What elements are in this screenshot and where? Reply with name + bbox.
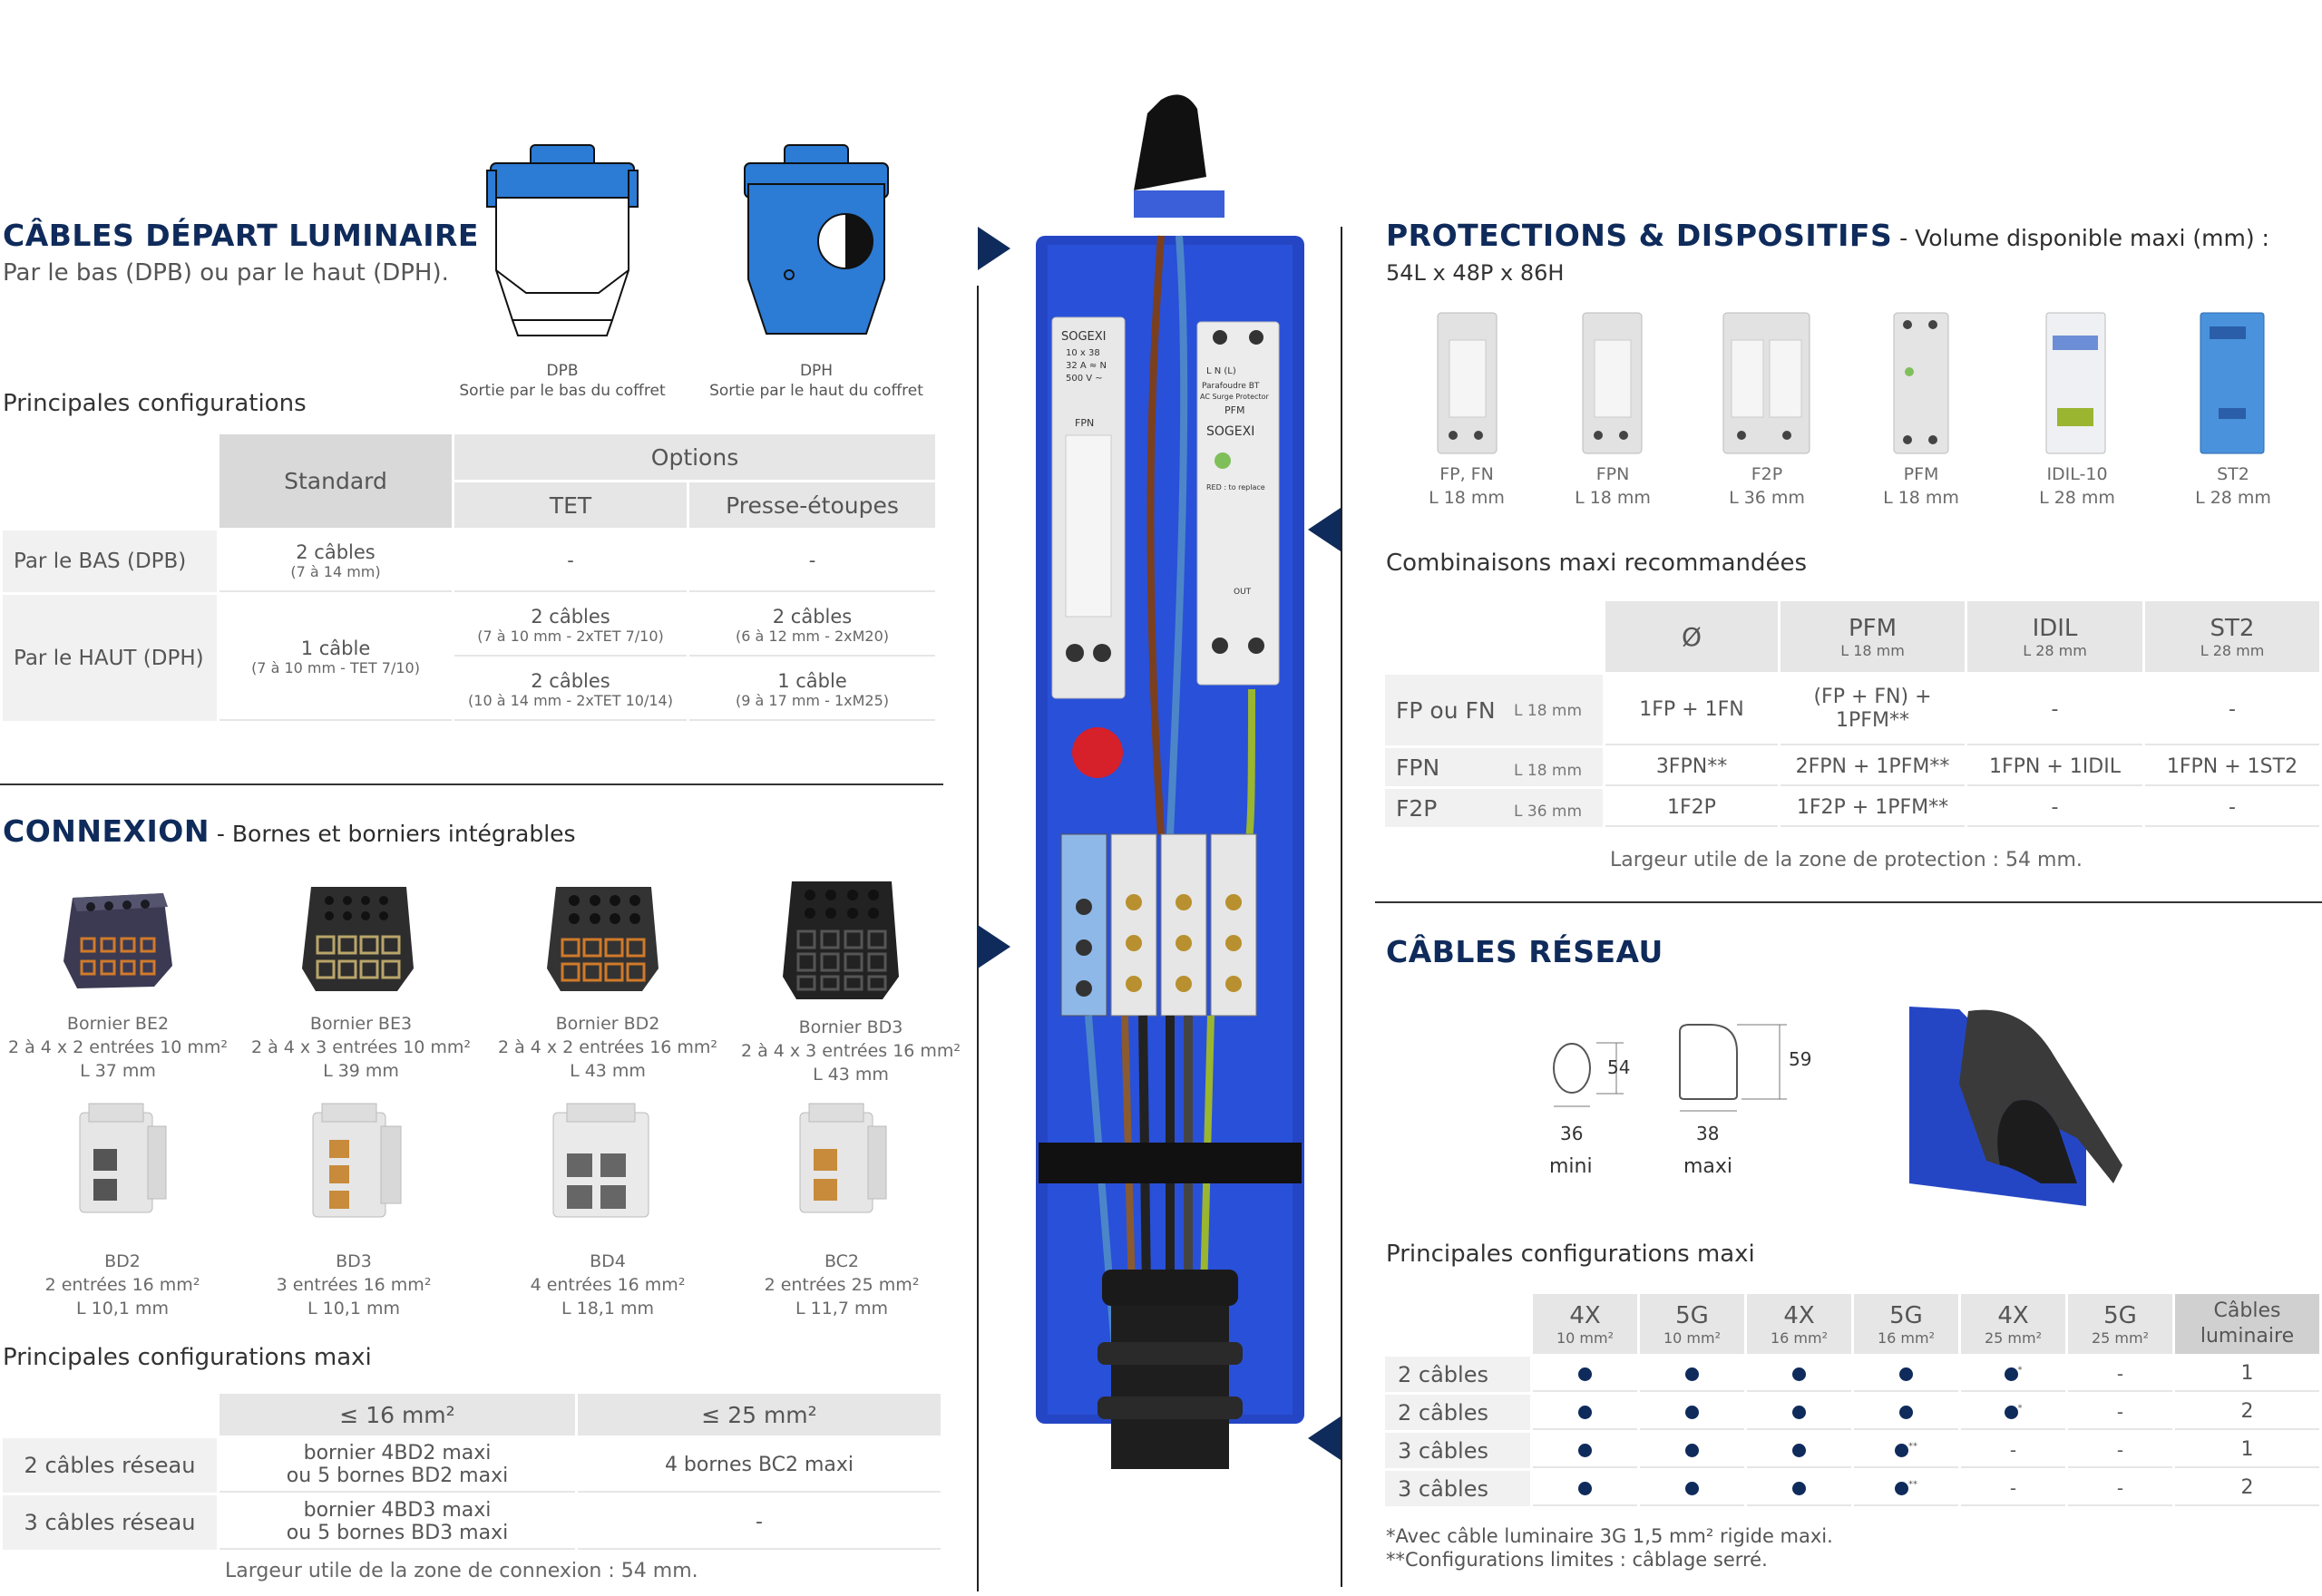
arrow-cables-depart bbox=[978, 227, 1010, 270]
bornier-be2-image bbox=[54, 889, 181, 993]
prot-row-f2p-c2: - bbox=[1967, 789, 2142, 827]
device-st2-image bbox=[2193, 308, 2270, 458]
cables-depart-table bbox=[0, 432, 938, 724]
star-note: ** bbox=[1908, 1441, 1917, 1452]
rt-h5: 5G 25 mm² bbox=[2068, 1294, 2172, 1354]
prot-row-fp-c1: (FP + FN) + 1PFM** bbox=[1781, 675, 1965, 745]
star-note: ** bbox=[1908, 1479, 1917, 1490]
bornier-bd2-caption: Bornier BD2 2 à 4 x 2 entrées 16 mm² L 43 mm bbox=[497, 1014, 718, 1081]
maxi-label: maxi bbox=[1683, 1155, 1733, 1178]
borne-bd2-image bbox=[71, 1099, 171, 1231]
rt-row-1-last: 2 bbox=[2175, 1395, 2319, 1430]
maxi-width: 38 bbox=[1696, 1123, 1720, 1144]
rt-row-0-label: 2 câbles bbox=[1385, 1357, 1530, 1392]
rt-h1: 5G 10 mm² bbox=[1640, 1294, 1744, 1354]
rt-row-3-last: 2 bbox=[2175, 1471, 2319, 1506]
dot bbox=[1578, 1406, 1592, 1419]
conn-row-3-25: - bbox=[578, 1495, 941, 1550]
dash-cell: - bbox=[2068, 1357, 2172, 1392]
device-pfm-caption: PFM L 18 mm bbox=[1883, 464, 1959, 508]
connexion-config-title: Principales configurations maxi bbox=[3, 1344, 372, 1371]
protections-table bbox=[1382, 598, 2322, 830]
fuse-brand: SOGEXI bbox=[1061, 330, 1107, 344]
row-bas-pe: - bbox=[689, 530, 935, 592]
device-idil-image bbox=[2039, 308, 2112, 458]
dash-cell: - bbox=[1961, 1433, 2065, 1468]
dot bbox=[1578, 1482, 1592, 1495]
reseau-title: CÂBLES RÉSEAU bbox=[1386, 934, 1663, 969]
device-f2p-image bbox=[1719, 308, 1814, 458]
dash-cell: - bbox=[2068, 1395, 2172, 1430]
fuse-spec-3: 500 V ~ bbox=[1066, 374, 1103, 384]
arrow-connexion bbox=[978, 925, 1010, 968]
dph-box-illustration bbox=[739, 143, 893, 338]
bornier-bd3-caption: Bornier BD3 2 à 4 x 3 entrées 16 mm² L 43 mm bbox=[740, 1017, 961, 1085]
prot-row-fpn-c0: 3FPN** bbox=[1605, 748, 1778, 786]
reseau-table bbox=[1382, 1291, 2322, 1509]
prot-row-fp-c2: - bbox=[1967, 675, 2142, 745]
borne-bd3-image bbox=[304, 1099, 408, 1231]
th-st2: ST2 L 28 mm bbox=[2145, 601, 2319, 672]
dpb-box-illustration bbox=[485, 143, 639, 338]
bornier-bd2-image bbox=[542, 878, 665, 996]
dph-label: DPH bbox=[799, 362, 834, 380]
conn-row-3-label: 3 câbles réseau bbox=[3, 1495, 217, 1550]
pfm-red: RED : to replace bbox=[1206, 483, 1265, 491]
dot bbox=[1792, 1444, 1806, 1457]
dot bbox=[1685, 1367, 1699, 1381]
row-haut-std: 1 câble (7 à 10 mm - TET 7/10) bbox=[220, 595, 452, 721]
th-tet: TET bbox=[454, 482, 687, 528]
rt-row-2-label: 3 câbles bbox=[1385, 1433, 1530, 1468]
reseau-footnote-1: *Avec câble luminaire 3G 1,5 mm² rigide maxi. bbox=[1386, 1525, 1833, 1547]
dot bbox=[1899, 1367, 1913, 1381]
row-haut-pe-2: 1 câble (9 à 17 mm - 1xM25) bbox=[689, 659, 935, 721]
protections-note: Largeur utile de la zone de protection : 54 mm. bbox=[1610, 849, 2083, 871]
prot-row-fpn-c2: 1FPN + 1IDIL bbox=[1967, 748, 2142, 786]
prot-row-f2p-label: F2P L 36 mm bbox=[1385, 789, 1603, 827]
fuse-label: FPN bbox=[1075, 417, 1095, 429]
dot bbox=[1792, 1406, 1806, 1419]
protections-volume: 54L x 48P x 86H bbox=[1386, 260, 1565, 286]
prot-row-fpn-c3: 1FPN + 1ST2 bbox=[2145, 748, 2319, 786]
prot-row-fp-label: FP ou FN L 18 mm bbox=[1385, 675, 1603, 745]
rt-row-3-label: 3 câbles bbox=[1385, 1471, 1530, 1506]
rt-h0: 4X 10 mm² bbox=[1533, 1294, 1637, 1354]
prot-row-fp-c0: 1FP + 1FN bbox=[1605, 675, 1778, 745]
divider-left bbox=[0, 783, 943, 785]
prot-row-fp-c3: - bbox=[2145, 675, 2319, 745]
prot-row-fpn-label: FPN L 18 mm bbox=[1385, 748, 1603, 786]
conn-row-3-16: bornier 4BD3 maxi ou 5 bornes BD3 maxi bbox=[220, 1495, 575, 1550]
dot bbox=[1578, 1444, 1592, 1457]
th-empty: Ø bbox=[1605, 601, 1778, 672]
row-haut-tet-2: 2 câbles (10 à 14 mm - 2xTET 10/14) bbox=[454, 659, 687, 721]
row-bas-std: 2 câbles (7 à 14 mm) bbox=[220, 530, 452, 592]
connexion-title: CONNEXION - Bornes et borniers intégrables bbox=[3, 813, 576, 849]
dot bbox=[2005, 1406, 2018, 1419]
device-fp-fn-caption: FP, FN L 18 mm bbox=[1429, 464, 1505, 508]
star-note: * bbox=[2017, 1365, 2023, 1376]
cable-gland-image bbox=[1905, 1002, 2132, 1211]
dot bbox=[1792, 1367, 1806, 1381]
pfm-top: L N (L) bbox=[1206, 366, 1236, 376]
pfm-line-2: AC Surge Protector bbox=[1200, 393, 1269, 401]
pfm-line-1: Parafoudre BT bbox=[1202, 382, 1260, 391]
mini-height: 54 bbox=[1607, 1056, 1631, 1078]
dpb-label: DPB bbox=[546, 362, 579, 380]
th-pfm: PFM L 18 mm bbox=[1781, 601, 1965, 672]
fuse-spec-1: 10 x 38 bbox=[1066, 348, 1100, 358]
borne-bd3-caption: BD3 3 entrées 16 mm² L 10,1 mm bbox=[276, 1251, 432, 1319]
bornier-be2-caption: Bornier BE2 2 à 4 x 2 entrées 10 mm² L 37 mm bbox=[7, 1014, 229, 1081]
dot bbox=[2005, 1367, 2018, 1381]
dash-cell: - bbox=[2068, 1433, 2172, 1468]
prot-row-fpn-c1: 2FPN + 1PFM** bbox=[1781, 748, 1965, 786]
cables-depart-config-title: Principales configurations bbox=[3, 390, 307, 417]
borne-bd4-image bbox=[544, 1099, 667, 1231]
borne-bc2-caption: BC2 2 entrées 25 mm² L 11,7 mm bbox=[764, 1251, 920, 1319]
reseau-config-title: Principales configurations maxi bbox=[1386, 1241, 1755, 1268]
dot bbox=[1685, 1406, 1699, 1419]
device-fpn-caption: FPN L 18 mm bbox=[1575, 464, 1651, 508]
dash-cell: - bbox=[1961, 1471, 2065, 1506]
pfm-out: OUT bbox=[1234, 588, 1252, 597]
cable-section-diagram bbox=[1533, 1016, 1841, 1134]
rt-h3: 5G 16 mm² bbox=[1854, 1294, 1958, 1354]
bornier-be3-caption: Bornier BE3 2 à 4 x 3 entrées 10 mm² L 39 mm bbox=[250, 1014, 472, 1081]
borne-bd2-caption: BD2 2 entrées 16 mm² L 10,1 mm bbox=[44, 1251, 200, 1319]
connexion-table bbox=[0, 1391, 943, 1552]
th-idil: IDIL L 28 mm bbox=[1967, 601, 2142, 672]
th-options: Options bbox=[454, 434, 935, 480]
combo-title: Combinaisons maxi recommandées bbox=[1386, 550, 1808, 577]
device-f2p-caption: F2P L 36 mm bbox=[1729, 464, 1805, 508]
rt-h4: 4X 25 mm² bbox=[1961, 1294, 2065, 1354]
conn-row-2-label: 2 câbles réseau bbox=[3, 1438, 217, 1493]
borne-bd4-caption: BD4 4 entrées 16 mm² L 18,1 mm bbox=[530, 1251, 686, 1319]
device-st2-caption: ST2 L 28 mm bbox=[2195, 464, 2271, 508]
rt-row-1-label: 2 câbles bbox=[1385, 1395, 1530, 1430]
mini-width: 36 bbox=[1560, 1123, 1584, 1144]
device-pfm-image bbox=[1889, 308, 1953, 458]
borne-bc2-image bbox=[791, 1099, 891, 1231]
protections-title: PROTECTIONS & DISPOSITIFS - Volume disponible maxi (mm) : bbox=[1386, 218, 2269, 253]
row-haut-tet-1: 2 câbles (7 à 10 mm - 2xTET 7/10) bbox=[454, 595, 687, 657]
dot bbox=[1685, 1482, 1699, 1495]
row-bas-tet: - bbox=[454, 530, 687, 592]
mini-label: mini bbox=[1549, 1155, 1593, 1178]
divider-right bbox=[1375, 901, 2322, 903]
th-presse: Presse-étoupes bbox=[689, 482, 935, 528]
pfm-brand: SOGEXI bbox=[1206, 424, 1255, 439]
dot bbox=[1685, 1444, 1699, 1457]
pfm-label: PFM bbox=[1224, 404, 1245, 416]
device-fpn-image bbox=[1578, 308, 1646, 458]
reseau-footnote-2: **Configurations limites : câblage serré. bbox=[1386, 1549, 1768, 1571]
coffret-photo bbox=[1025, 91, 1315, 1478]
dot bbox=[1895, 1482, 1908, 1495]
th-standard: Standard bbox=[220, 434, 452, 528]
prot-row-f2p-c1: 1F2P + 1PFM** bbox=[1781, 789, 1965, 827]
device-fp-fn-image bbox=[1433, 308, 1501, 458]
dot bbox=[1792, 1482, 1806, 1495]
dph-desc: Sortie par le haut du coffret bbox=[709, 382, 923, 400]
conn-row-2-25: 4 bornes BC2 maxi bbox=[578, 1438, 941, 1493]
star-note: * bbox=[2017, 1403, 2023, 1414]
row-haut-label: Par le HAUT (DPH) bbox=[3, 595, 217, 721]
th-16mm: ≤ 16 mm² bbox=[220, 1394, 575, 1435]
rt-h-last: Câbles luminaire bbox=[2175, 1294, 2319, 1354]
dot bbox=[1578, 1367, 1592, 1381]
dot bbox=[1899, 1406, 1913, 1419]
bornier-be3-image bbox=[298, 878, 420, 996]
cables-depart-title: CÂBLES DÉPART LUMINAIRE bbox=[3, 218, 479, 253]
maxi-height: 59 bbox=[1789, 1048, 1812, 1070]
rt-row-2-last: 1 bbox=[2175, 1433, 2319, 1468]
rt-h2: 4X 16 mm² bbox=[1747, 1294, 1851, 1354]
prot-row-f2p-c0: 1F2P bbox=[1605, 789, 1778, 827]
row-haut-pe-1: 2 câbles (6 à 12 mm - 2xM20) bbox=[689, 595, 935, 657]
th-25mm: ≤ 25 mm² bbox=[578, 1394, 941, 1435]
dpb-desc: Sortie par le bas du coffret bbox=[459, 382, 666, 400]
row-bas-label: Par le BAS (DPB) bbox=[3, 530, 217, 592]
fuse-spec-2: 32 A ≈ N bbox=[1066, 361, 1107, 371]
rt-row-0-last: 1 bbox=[2175, 1357, 2319, 1392]
prot-row-f2p-c3: - bbox=[2145, 789, 2319, 827]
dot bbox=[1895, 1444, 1908, 1457]
connexion-note: Largeur utile de la zone de connexion : 54 mm. bbox=[225, 1560, 698, 1582]
conn-row-2-16: bornier 4BD2 maxi ou 5 bornes BD2 maxi bbox=[220, 1438, 575, 1493]
device-idil-caption: IDIL-10 L 28 mm bbox=[2039, 464, 2115, 508]
dash-cell: - bbox=[2068, 1471, 2172, 1506]
bornier-bd3-image bbox=[778, 872, 905, 1004]
center-right-line bbox=[1341, 227, 1342, 1587]
cables-depart-subtitle: Par le bas (DPB) ou par le haut (DPH). bbox=[3, 259, 449, 287]
